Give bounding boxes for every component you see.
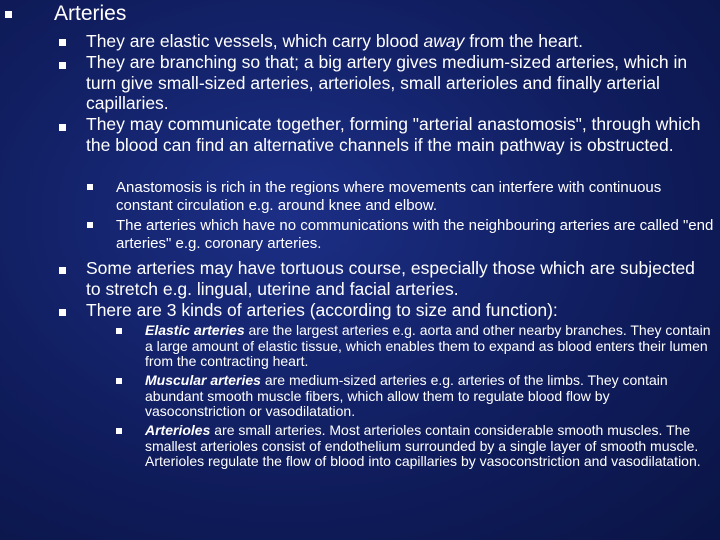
bullet-icon [59,62,66,69]
bullet-text-emphasis: away [423,31,465,51]
bullet-branching: They are branching so that; a big artery gives medium-sized arteries, which in turn give small-sized arteries, arterioles, small arterioles and finally arterial capillaries. [86,52,688,113]
desc-muscular-arteries: are medium-sized arteries e.g. arteries of the limbs. They contain abundant smooth muscle fibers, which allow them to regulate blood flow by vasoconstriction or vasodilatation. [145,372,668,419]
desc-elastic-arteries: are the largest arteries e.g. aorta and other nearby branches. They contain a large amount of elastic tissue, which enables them to expand as blood enters their lumen from the contracting heart. [145,322,711,369]
term-elastic-arteries: Elastic arteries [145,322,245,338]
bullet-three-kinds: There are 3 kinds of arteries (according to size and function): [86,300,558,320]
bullet-anastomosis: They may communicate together, forming "arterial anastomosis", through which the blood can find an alternative channels if the main pathway is obstructed. [86,114,701,155]
bullet-text-post: from the heart. [464,31,584,51]
sub-bullet-elastic-arteries [145,323,713,370]
title-bullet-icon [5,11,12,18]
sub-bullet-anastomosis-rich: Anastomosis is rich in the regions where movements can interfere with continuous constant circulation e.g. around knee and elbow. [116,179,662,214]
bullet-icon [59,267,66,274]
slide-title: Arteries [54,2,127,25]
bullet-icon [59,309,66,316]
sub-bullet-arterioles [145,423,713,470]
bullet-icon [59,124,66,131]
bullet-elastic-vessels [86,31,706,52]
term-muscular-arteries: Muscular arteries [145,372,261,388]
sub-bullet-end-arteries: The arteries which have no communications with the neighbouring arteries are called "end arteries" e.g. coronary arteries. [116,217,714,252]
bullet-tortuous: Some arteries may have tortuous course, especially those which are subjected to stretch e.g. lingual, uterine and facial arteries. [86,258,695,299]
desc-arterioles: are small arteries. Most arterioles contain considerable smooth muscles. The smallest arterioles consist of endothelium surrounded by a single layer of smooth muscle. Arterioles regulate the flow of blood into capillaries by vasoconstriction and vasodilatation. [145,422,701,469]
bullet-icon [59,39,66,46]
sub-bullet-muscular-arteries [145,373,713,420]
bullet-icon [87,222,93,228]
bullet-icon [87,184,93,190]
bullet-icon [116,378,122,384]
bullet-text-pre: They are elastic vessels, which carry blood [86,31,424,51]
bullet-icon [116,328,122,334]
bullet-icon [116,428,122,434]
term-arterioles: Arterioles [145,422,211,438]
